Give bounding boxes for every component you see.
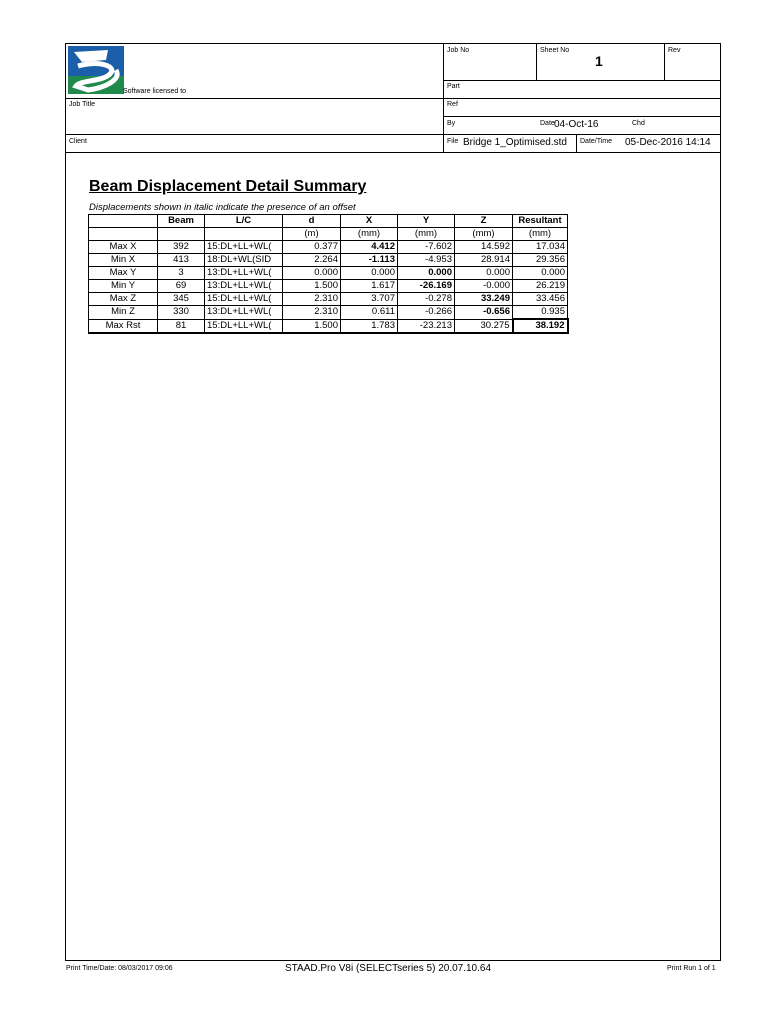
col-header-z: Z bbox=[455, 215, 513, 228]
row-label: Min Y bbox=[89, 280, 158, 293]
unit-cell bbox=[89, 228, 158, 241]
table-row bbox=[89, 280, 568, 293]
z-cell: -0.656 bbox=[455, 306, 513, 320]
z-cell: -0.000 bbox=[455, 280, 513, 293]
resultant-cell: 17.034 bbox=[513, 241, 568, 254]
resultant-cell: 29.356 bbox=[513, 254, 568, 267]
job-title-label: Job Title bbox=[69, 101, 96, 108]
y-cell: -7.602 bbox=[398, 241, 455, 254]
datetime-label: Date/Time bbox=[580, 138, 613, 145]
bentley-logo-icon bbox=[68, 46, 124, 94]
software-licensed-label: Software licensed to bbox=[123, 88, 187, 95]
resultant-cell: 0.000 bbox=[513, 267, 568, 280]
y-cell: 0.000 bbox=[398, 267, 455, 280]
beam-cell: 69 bbox=[158, 280, 205, 293]
sheet-no-label: Sheet No bbox=[540, 47, 570, 54]
d-cell: 0.377 bbox=[283, 241, 341, 254]
offset-note: Displacements shown in italic indicate the presence of an offset bbox=[89, 202, 356, 213]
z-cell: 14.592 bbox=[455, 241, 513, 254]
x-cell: 1.783 bbox=[341, 319, 398, 333]
z-cell: 0.000 bbox=[455, 267, 513, 280]
resultant-cell: 0.935 bbox=[513, 306, 568, 320]
x-cell: -1.113 bbox=[341, 254, 398, 267]
lc-cell: 15:DL+LL+WL( bbox=[205, 241, 283, 254]
lc-cell: 13:DL+LL+WL( bbox=[205, 280, 283, 293]
chd-label: Chd bbox=[632, 120, 645, 127]
x-cell: 4.412 bbox=[341, 241, 398, 254]
x-cell: 3.707 bbox=[341, 293, 398, 306]
unit-cell: (m) bbox=[283, 228, 341, 241]
row-label: Max Rst bbox=[89, 319, 158, 333]
resultant-cell: 26.219 bbox=[513, 280, 568, 293]
beam-cell: 3 bbox=[158, 267, 205, 280]
table-row bbox=[89, 254, 568, 267]
z-cell: 33.249 bbox=[455, 293, 513, 306]
job-no-label: Job No bbox=[447, 47, 470, 54]
sheet-no-value: 1 bbox=[595, 53, 603, 69]
col-header-beam: Beam bbox=[158, 215, 205, 228]
d-cell: 1.500 bbox=[283, 280, 341, 293]
table-row bbox=[89, 293, 568, 306]
lc-cell: 13:DL+LL+WL( bbox=[205, 306, 283, 320]
file-value: Bridge 1_Optimised.std bbox=[463, 137, 567, 148]
beam-cell: 392 bbox=[158, 241, 205, 254]
row-label: Max Z bbox=[89, 293, 158, 306]
table-row bbox=[89, 306, 568, 320]
report-title: Beam Displacement Detail Summary bbox=[89, 178, 367, 195]
unit-cell: (mm) bbox=[398, 228, 455, 241]
datetime-value: 05-Dec-2016 14:14 bbox=[625, 137, 711, 148]
y-cell: -0.278 bbox=[398, 293, 455, 306]
table-units-row bbox=[89, 228, 568, 241]
unit-cell: (mm) bbox=[513, 228, 568, 241]
table-row bbox=[89, 241, 568, 254]
lc-cell: 15:DL+LL+WL( bbox=[205, 293, 283, 306]
z-cell: 30.275 bbox=[455, 319, 513, 333]
file-label: File bbox=[447, 138, 459, 145]
date-value: 04-Oct-16 bbox=[554, 119, 599, 130]
beam-cell: 345 bbox=[158, 293, 205, 306]
col-header-x: X bbox=[341, 215, 398, 228]
d-cell: 1.500 bbox=[283, 319, 341, 333]
beam-cell: 413 bbox=[158, 254, 205, 267]
d-cell: 2.310 bbox=[283, 293, 341, 306]
report-sheet bbox=[65, 43, 721, 961]
y-cell: -26.169 bbox=[398, 280, 455, 293]
col-header-resultant: Resultant bbox=[513, 215, 568, 228]
table-row bbox=[89, 319, 568, 333]
displacement-table bbox=[88, 214, 569, 334]
unit-cell: (mm) bbox=[455, 228, 513, 241]
client-label: Client bbox=[69, 138, 87, 145]
d-cell: 0.000 bbox=[283, 267, 341, 280]
rev-label: Rev bbox=[668, 47, 681, 54]
d-cell: 2.264 bbox=[283, 254, 341, 267]
col-header-y: Y bbox=[398, 215, 455, 228]
resultant-cell: 38.192 bbox=[513, 319, 568, 333]
unit-cell bbox=[158, 228, 205, 241]
y-cell: -4.953 bbox=[398, 254, 455, 267]
table-header-row bbox=[89, 215, 568, 228]
beam-cell: 81 bbox=[158, 319, 205, 333]
y-cell: -23.213 bbox=[398, 319, 455, 333]
lc-cell: 18:DL+WL(SID bbox=[205, 254, 283, 267]
z-cell: 28.914 bbox=[455, 254, 513, 267]
unit-cell: (mm) bbox=[341, 228, 398, 241]
beam-cell: 330 bbox=[158, 306, 205, 320]
resultant-cell: 33.456 bbox=[513, 293, 568, 306]
col-header bbox=[89, 215, 158, 228]
print-run: Print Run 1 of 1 bbox=[667, 965, 716, 972]
by-label: By bbox=[447, 120, 456, 127]
software-version: STAAD.Pro V8i (SELECTseries 5) 20.07.10.64 bbox=[285, 963, 492, 974]
row-label: Max Y bbox=[89, 267, 158, 280]
part-label: Part bbox=[447, 83, 460, 90]
y-cell: -0.266 bbox=[398, 306, 455, 320]
date-label: Date bbox=[540, 120, 555, 127]
x-cell: 0.000 bbox=[341, 267, 398, 280]
row-label: Max X bbox=[89, 241, 158, 254]
x-cell: 0.611 bbox=[341, 306, 398, 320]
col-header-d: d bbox=[283, 215, 341, 228]
x-cell: 1.617 bbox=[341, 280, 398, 293]
unit-cell bbox=[205, 228, 283, 241]
print-time: Print Time/Date: 08/03/2017 09:06 bbox=[66, 965, 173, 972]
d-cell: 2.310 bbox=[283, 306, 341, 320]
col-header-lc: L/C bbox=[205, 215, 283, 228]
table-row bbox=[89, 267, 568, 280]
ref-label: Ref bbox=[447, 101, 458, 108]
row-label: Min X bbox=[89, 254, 158, 267]
row-label: Min Z bbox=[89, 306, 158, 320]
lc-cell: 15:DL+LL+WL( bbox=[205, 319, 283, 333]
lc-cell: 13:DL+LL+WL( bbox=[205, 267, 283, 280]
